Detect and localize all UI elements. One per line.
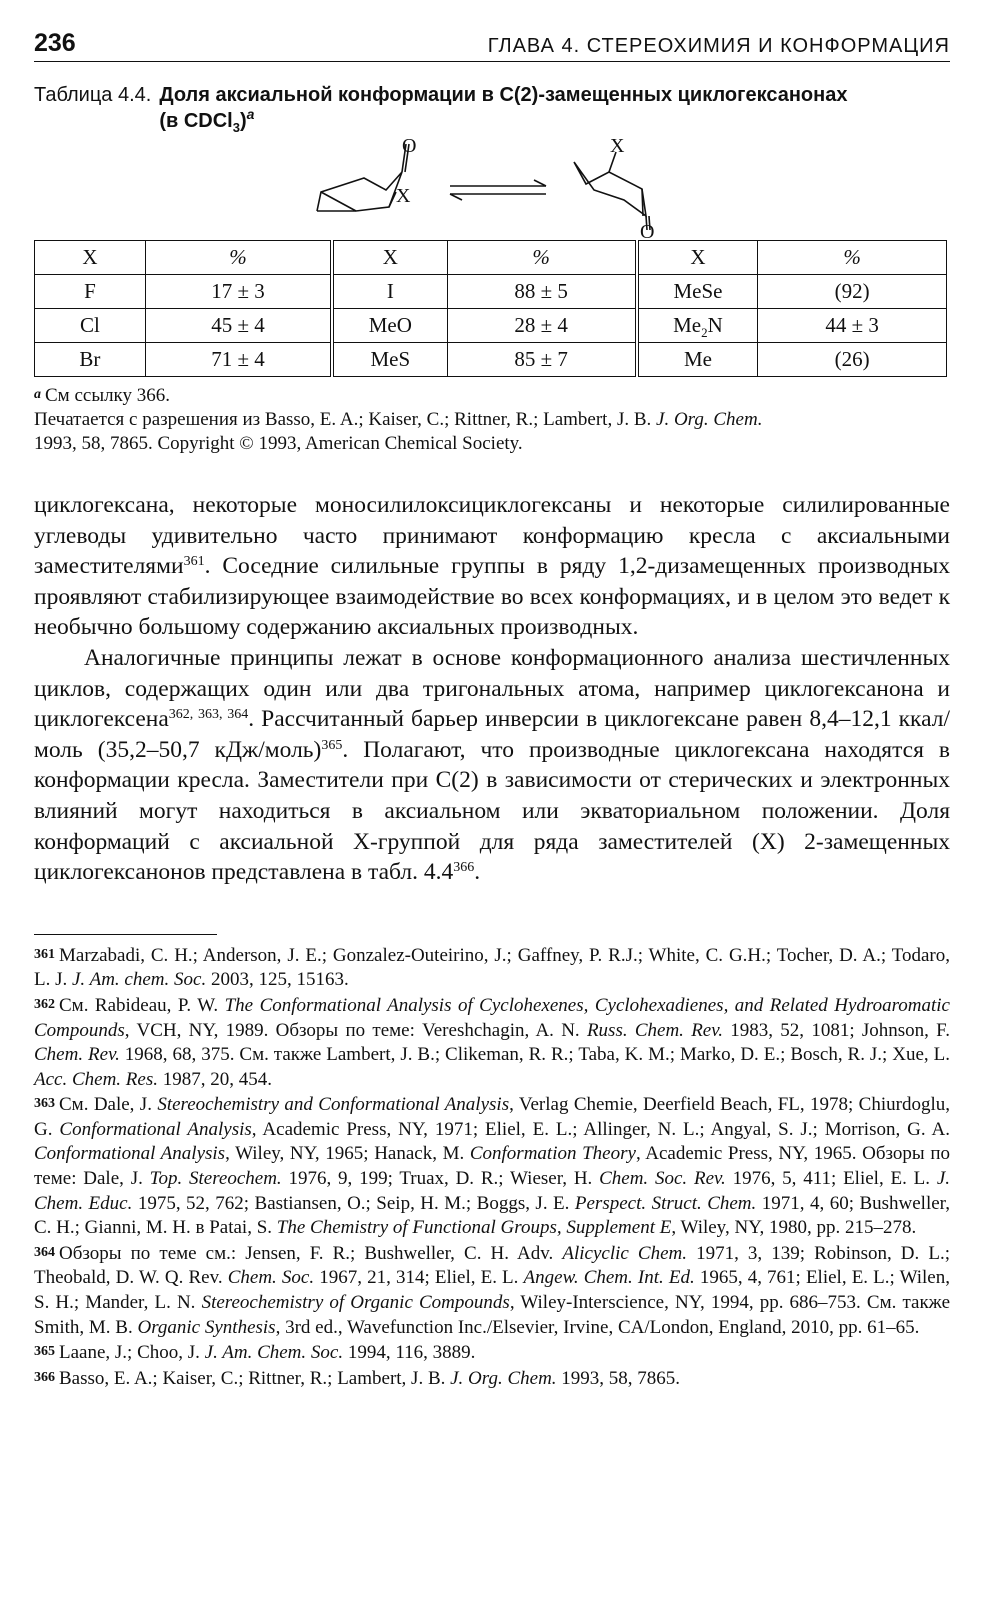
right-o-label: O [640, 221, 655, 238]
header-cell: X [332, 241, 447, 275]
table-footnote: a См ссылку 366. [34, 385, 171, 406]
header-cell: % [758, 241, 947, 275]
left-x-label: X [396, 185, 411, 207]
table-label: Таблица 4.4. [34, 84, 152, 106]
table-cell: 28 ± 4 [447, 309, 637, 343]
paragraph: циклогексана, некоторые моносилилоксициклогексаны и некоторые силилированные углеводы удивительно часто принимают конформацию кресла с аксиальными заместителями$^{361}$. Соседние силильные группы в ряду 1,2-дизамещенных производных проявляют стабилизирующее взаимодействие во всех конформациях, и в целом это ведет к необычно большому содержанию аксиальных производных. [34, 492, 950, 641]
table-row [35, 309, 947, 343]
table-caption [34, 82, 950, 134]
running-head [34, 22, 950, 62]
permission-note: Печатается с разрешения из Basso, E. A.; Kaiser, C.; Rittner, R.; Lambert, J. B. J. Org. Chem. 1993, 58, 7865. Copyright © 1993, American Chemical Society. [34, 409, 763, 454]
table-cell: MeO [332, 309, 447, 343]
footnotes [34, 943, 950, 1392]
footnote-divider [34, 934, 217, 935]
table-cell: (26) [758, 343, 947, 377]
footnote-361: 361 Marzabadi, C. H.; Anderson, J. E.; Gonzalez-Outeirino, J.; Gaffney, P. R.J.; White, C. G.H.; Tocher, D. A.; Todaro, L. J. J. Am. chem. Soc. 2003, 125, 15163. [34, 944, 950, 991]
table-cell: MeSe [637, 275, 758, 309]
table-row [35, 343, 947, 377]
paragraph: Аналогичные принципы лежат в основе конформационного анализа шестичленных циклов, содержащих один или два тригональных атома, например циклогексанона и циклогексена$^{362, 363, 364}$. Рассчитанный барьер инверсии в циклогексане равен 8,4–12,1 ккал/моль (35,2–50,7 кДж/моль)$^{365}$. Полагают, что производные циклогексана находятся в конформации кресла. Заместители при C(2) в зависимости от стерических и электронных влияний могут находиться в аксиальном или экваториальном положении. Доля конформаций с аксиальной X-группой для ряда заместителей (X) 2-замещенных циклогексанонов представлена в табл. $4.4^{366}$. [34, 644, 951, 886]
conformation-scheme [34, 134, 950, 238]
table-cell: 17 ± 3 [145, 275, 332, 309]
table-cell: Me [637, 343, 758, 377]
table-cell-me2n: $Me_2N$ [637, 309, 758, 343]
header-cell: X [637, 241, 758, 275]
header-cell: % [447, 241, 637, 275]
data-table [34, 240, 947, 377]
footnote-364: 364 Обзоры по теме см.: Jensen, F. R.; Bushweller, C. H. Adv. Alicyclic Chem. 1971, 3, 139; Robinson, D. L.; Theobald, D. W. Q. Rev. Chem. Soc. 1967, 21, 314; Eliel, E. L. Angew. Chem. Int. Ed. 1965, 4, 761; Eliel, E. L.; Wilen, S. H.; Mander, L. N. Stereochemistry of Organic Compounds, Wiley-Interscience, NY, 1994, pp. 686–753. См. также Smith, M. B. Organic Synthesis, 3rd ed., Wavefunction Inc./Elsevier, Irvine, CA/London, England, 2010, pp. 61–65. [34, 1242, 951, 1338]
page-number: 236 [34, 29, 76, 57]
header-cell: % [145, 241, 332, 275]
left-o-label: O [402, 135, 417, 157]
equilibrium-diagram [34, 134, 950, 238]
table-cell: MeS [332, 343, 447, 377]
table-cell: (92) [758, 275, 947, 309]
footnote-363: 363 См. Dale, J. Stereochemistry and Conformational Analysis, Verlag Chemie, Deerfield Beach, FL, 1978; Chiurdoglu, G. Conformational Analysis, Academic Press, NY, 1971; Eliel, E. L.; Allinger, N. L.; Angyal, S. J.; Morrison, G. A. Conformational Analysis, Wiley, NY, 1965; Hanack, M. Conformation Theory, Academic Press, NY, 1965. Обзоры по теме: Dale, J. Top. Stereochem. 1976, 9, 199; Truax, D. R.; Wieser, H. Chem. Soc. Rev. 1976, 5, 411; Eliel, E. L. J. Chem. Educ. 1975, 52, 762; Bastiansen, O.; Seip, H. M.; Boggs, J. E. Perspect. Struct. Chem. 1971, 4, 60; Bushweller, C. H.; Gianni, M. H. в Patai, S. The Chemistry of Functional Groups, Supplement E, Wiley, NY, 1980, pp. 215–278. [34, 1094, 950, 1239]
table-cell: 45 ± 4 [145, 309, 332, 343]
table-cell: 44 ± 3 [758, 309, 947, 343]
footnote-365: 365 Laane, J.; Choo, J. J. Am. Chem. Soc. 1994, 116, 3889. [34, 1342, 476, 1364]
table-cell: Br [35, 343, 146, 377]
right-x-label: X [610, 135, 625, 157]
body-text [34, 490, 950, 888]
table-row [35, 275, 947, 309]
table-cell: F [35, 275, 146, 309]
table-cell: 71 ± 4 [145, 343, 332, 377]
table-cell: 88 ± 5 [447, 275, 637, 309]
table-header-row [35, 241, 947, 275]
footnote-362: 362 См. Rabideau, P. W. The Conformational Analysis of Cyclohexenes, Cyclohexadienes, and Related Hydroaromatic Compounds, VCH, NY, 1989. Обзоры по теме: Vereshchagin, A. N. Russ. Chem. Rev. 1983, 52, 1081; Johnson, F. Chem. Rev. 1968, 68, 375. См. также Lambert, J. B.; Clikeman, R. R.; Taba, K. M.; Marko, D. E.; Bosch, R. J.; Xue, L. Acc. Chem. Res. 1987, 20, 454. [34, 994, 950, 1090]
footnote-366: 366 Basso, E. A.; Kaiser, C.; Rittner, R.; Lambert, J. B. J. Org. Chem. 1993, 58, 7865. [34, 1367, 681, 1389]
page [34, 22, 950, 1391]
table-cell: 85 ± 7 [447, 343, 637, 377]
table-cell: Cl [35, 309, 146, 343]
header-cell: X [35, 241, 146, 275]
table-cell: I [332, 275, 447, 309]
table-title: Доля аксиальной конформации в C(2)-замещенных циклогексанонах (в CDCl$_3$)$^a$ [159, 84, 848, 135]
chapter-title: ГЛАВА 4. СТЕРЕОХИМИЯ И КОНФОРМАЦИЯ [487, 35, 950, 57]
